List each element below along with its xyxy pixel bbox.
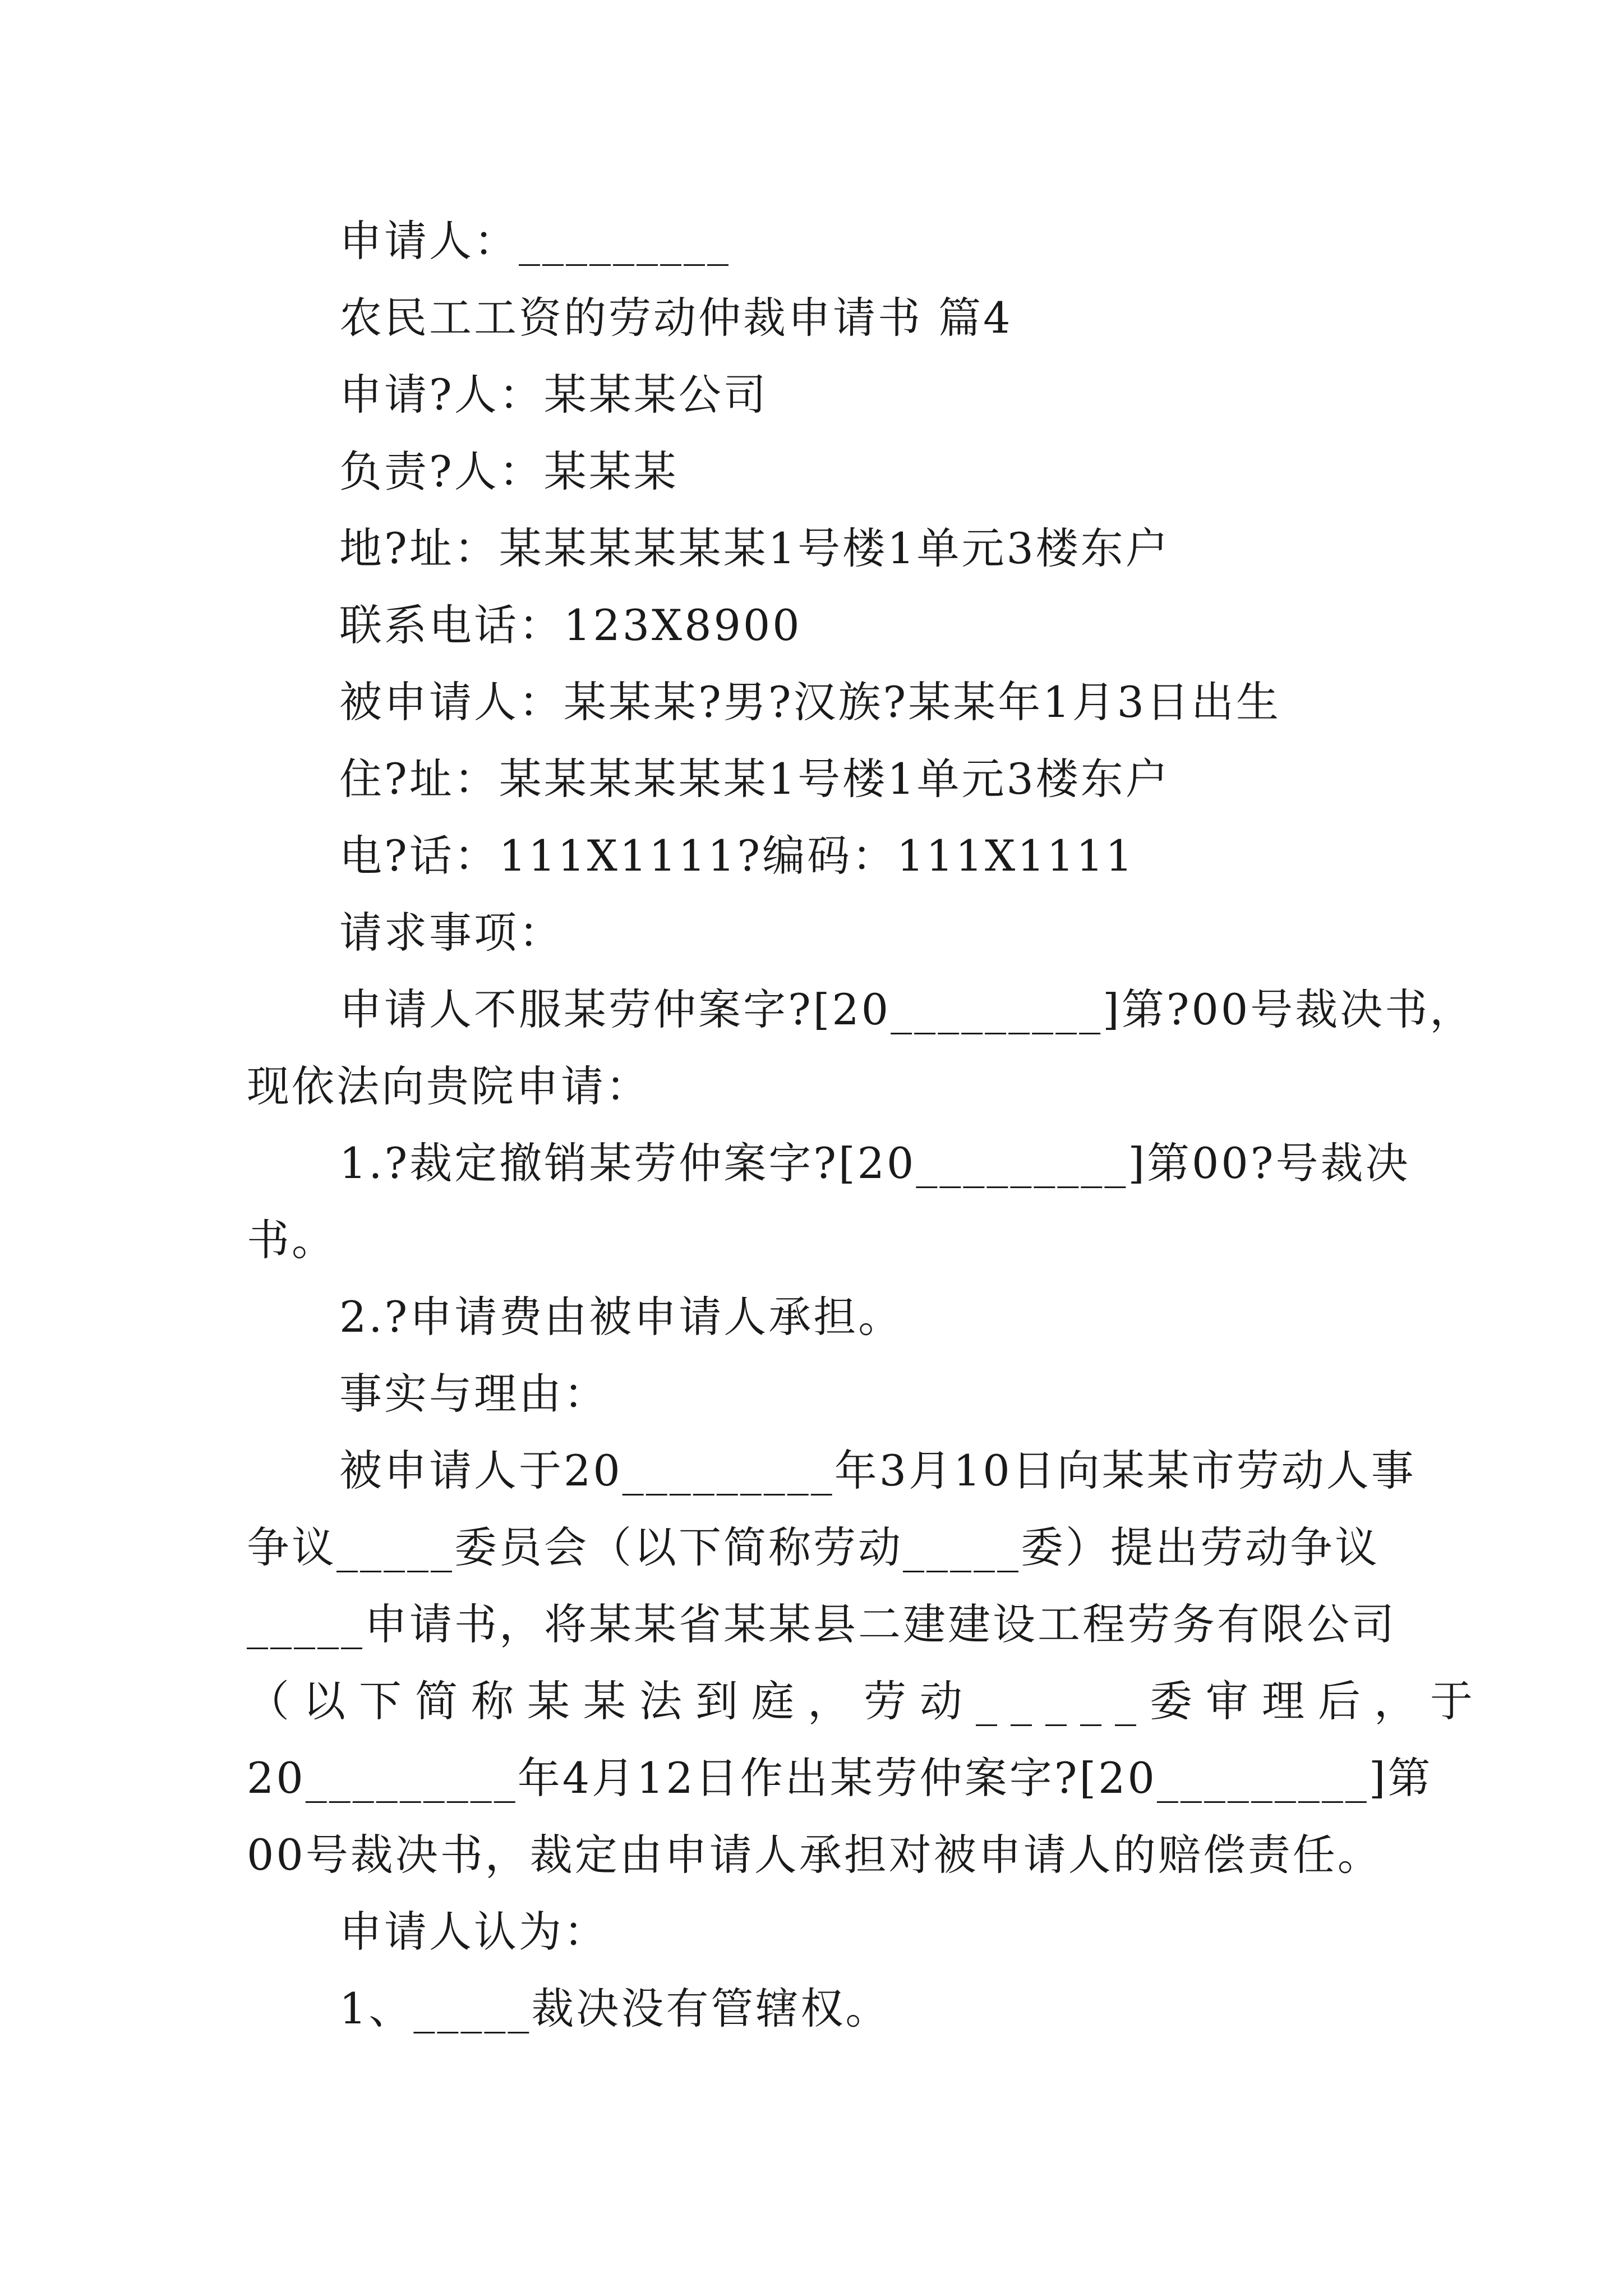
paragraph-line: 00号裁决书，裁定由申请人承担对被申请人的赔偿责任。 [247, 1830, 1382, 1880]
respondent-phone: 电?话：111X1111?编码：111X1111 [339, 831, 1135, 881]
paragraph-line: 20_________年4月12日作出某劳仲案字?[20_________]第 [247, 1753, 1433, 1803]
applicant-phone: 联系电话：123X8900 [339, 600, 802, 650]
claims-heading: 请求事项： [339, 908, 564, 958]
paragraph-line: 争议_____委员会（以下简称劳动_____委）提出劳动争议 [247, 1522, 1380, 1572]
respondent-address: 住?址：某某某某某某1号楼1单元3楼东户 [339, 754, 1170, 804]
applicant-address: 地?址：某某某某某某1号楼1单元3楼东户 [339, 523, 1170, 573]
paragraph-line: 申请人不服某劳仲案字?[20_________]第?00号裁决书， [339, 984, 1475, 1034]
applicant-signature-line: 申请人：_________ [339, 216, 731, 266]
facts-heading: 事实与理由： [339, 1369, 608, 1419]
paragraph-line: 书。 [247, 1215, 336, 1265]
opinion-item-1: 1、_____裁决没有管辖权。 [339, 1984, 891, 2033]
claim-item-1: 1.?裁定撤销某劳仲案字?[20_________]第00?号裁决 [339, 1138, 1410, 1188]
paragraph-line: （以下简称某某法到庭，劳动_____委审理后，于 [247, 1676, 1486, 1726]
applicant-name: 申请?人：某某某公司 [339, 370, 768, 420]
responsible-person: 负责?人：某某某 [339, 447, 679, 496]
paragraph-line: 现依法向贵院申请： [247, 1061, 651, 1111]
paragraph-line: 被申请人于20_________年3月10日向某某市劳动人事 [339, 1446, 1416, 1496]
paragraph-line: _____申请书，将某某省某某县二建建设工程劳务有限公司 [247, 1599, 1396, 1649]
section-heading: 农民工工资的劳动仲裁申请书 篇4 [339, 293, 1013, 343]
claim-item-2: 2.?申请费由被申请人承担。 [339, 1292, 903, 1342]
respondent-info: 被申请人：某某某?男?汉族?某某年1月3日出生 [339, 677, 1281, 727]
opinion-heading: 申请人认为： [339, 1907, 608, 1957]
